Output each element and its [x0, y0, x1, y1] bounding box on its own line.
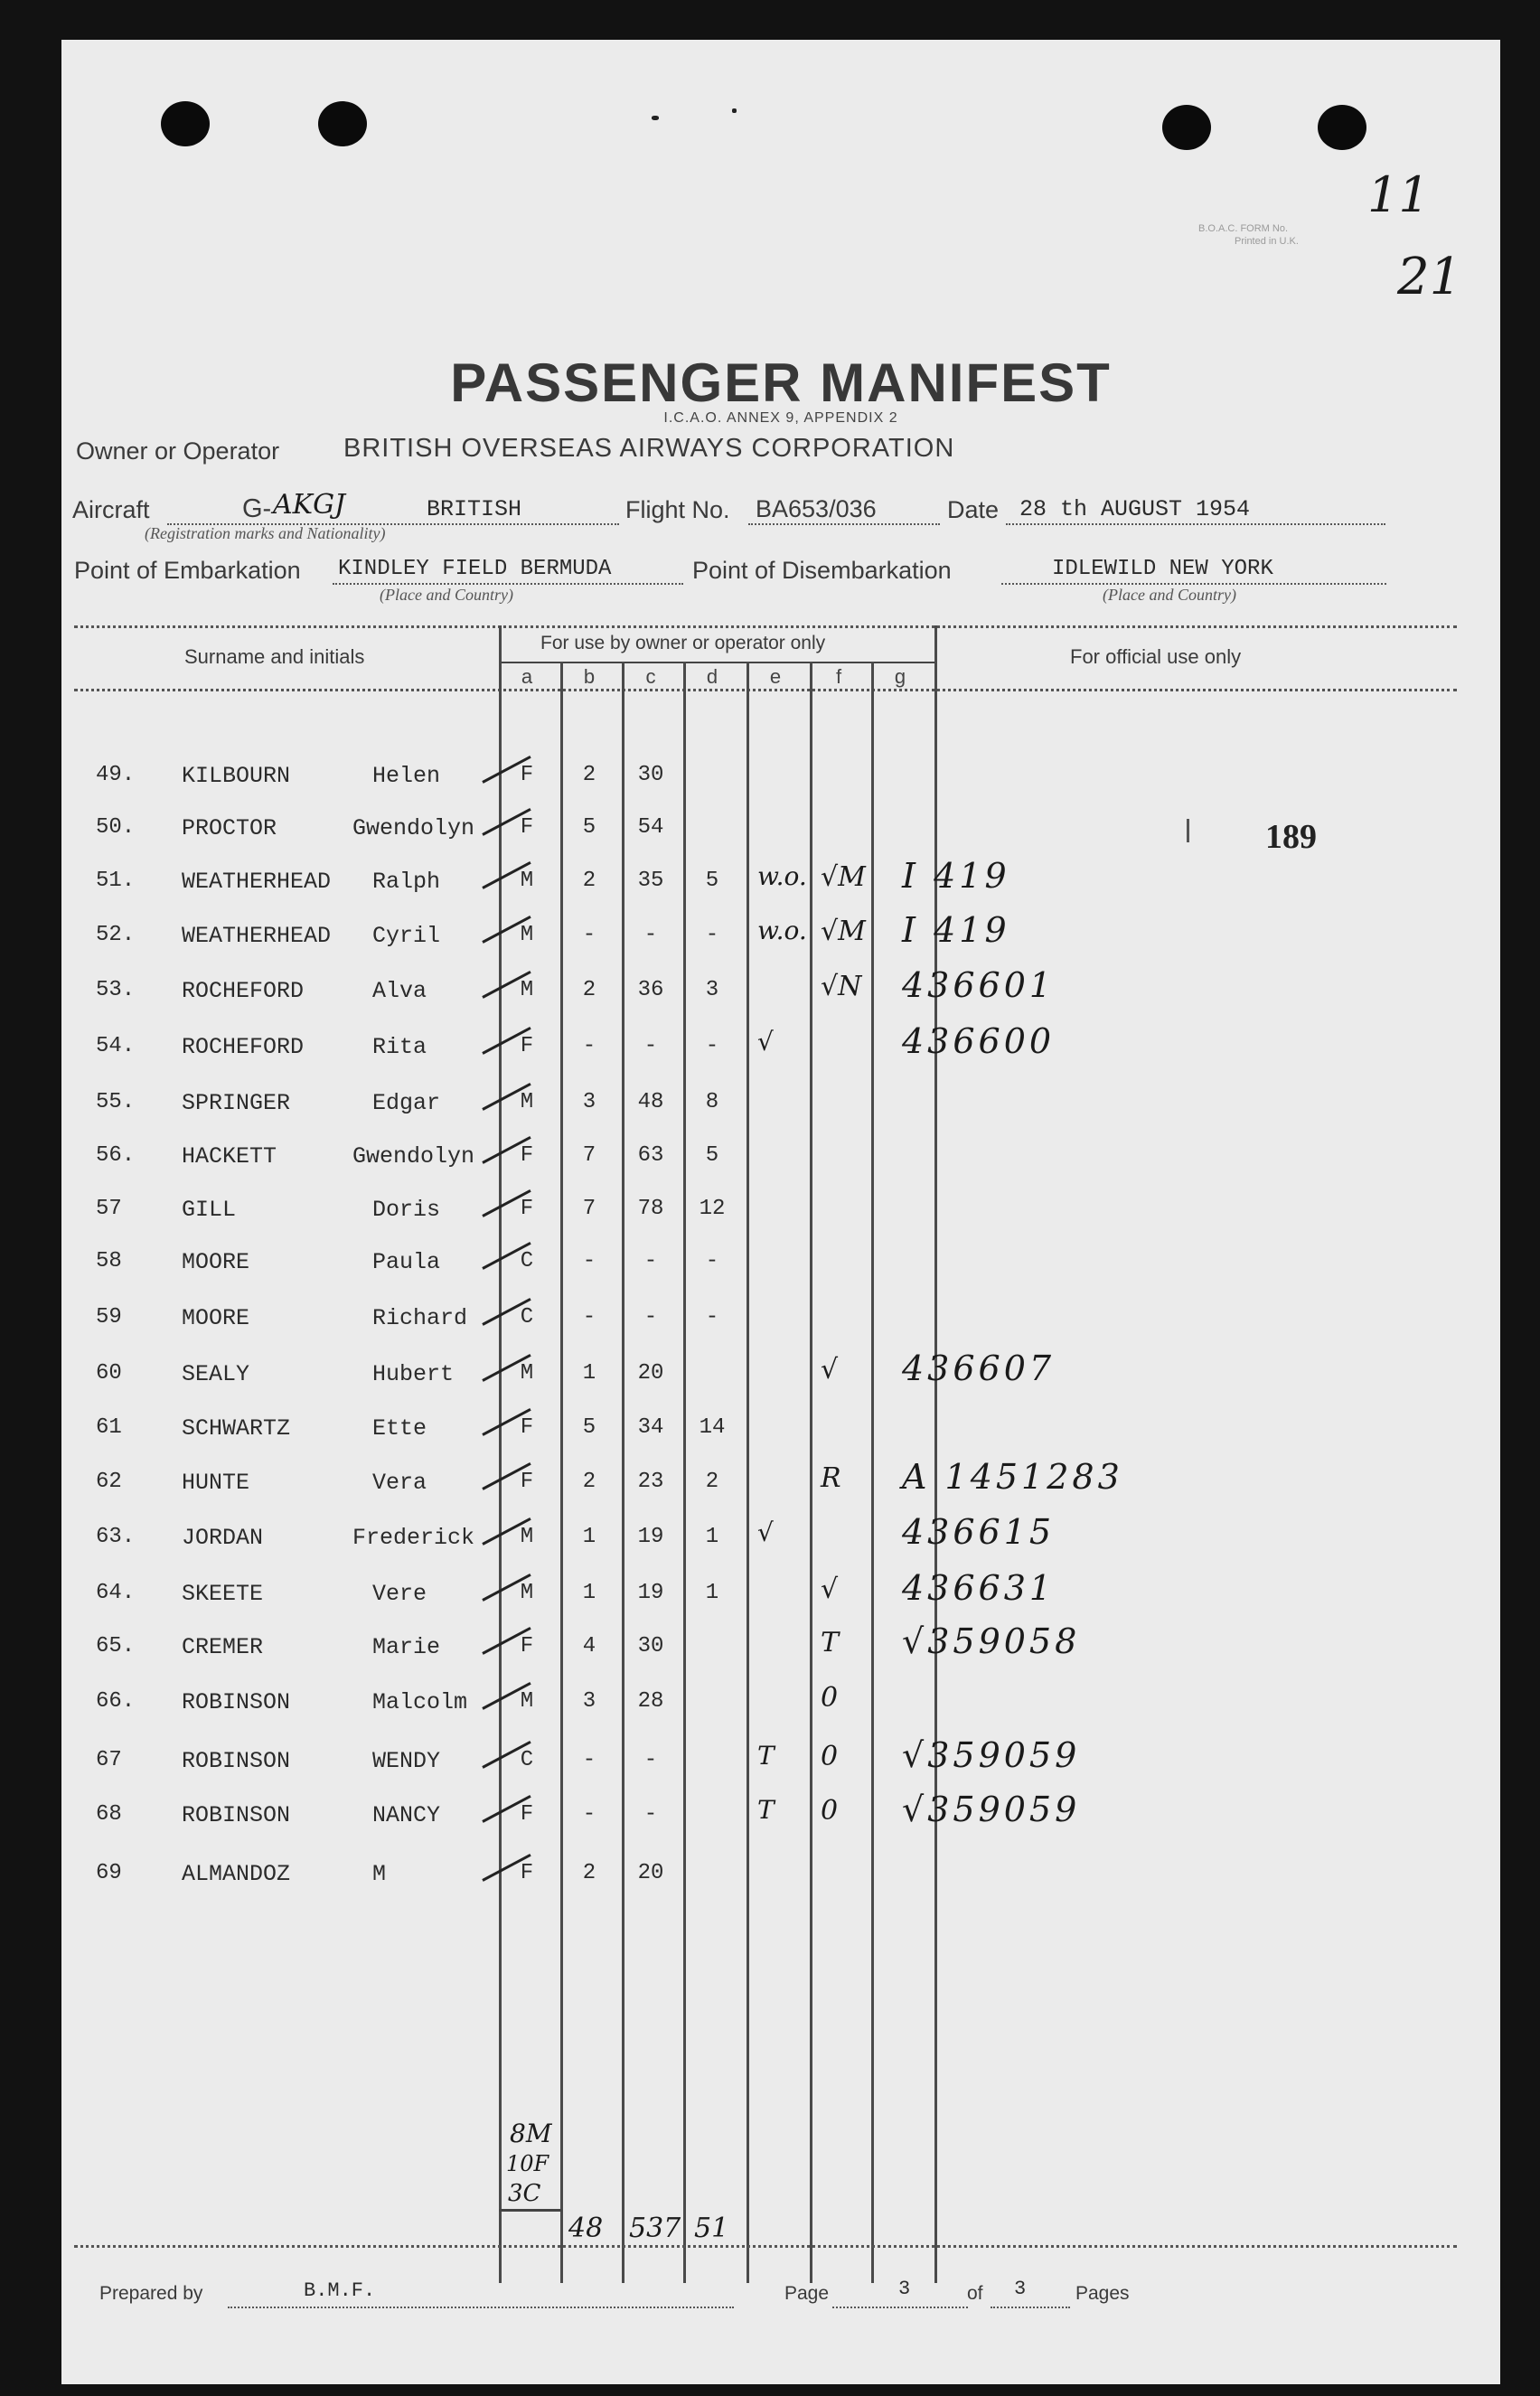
- handwritten-reference: I 419: [902, 910, 1010, 950]
- passenger-surname: SEALY: [182, 1361, 250, 1387]
- passenger-row: [61, 1735, 1500, 1784]
- aircraft-label: Aircraft: [72, 496, 150, 523]
- column-c-cell: -: [643, 1748, 658, 1772]
- column-a-cell: F: [520, 1143, 534, 1168]
- handwritten-reference: 436631: [902, 1568, 1056, 1608]
- column-f-mark: √N: [821, 971, 862, 1002]
- column-b-cell: -: [582, 923, 596, 947]
- column-b-cell: 2: [582, 978, 596, 1002]
- column-f-mark: √M: [821, 916, 866, 947]
- punch-hole: [1162, 105, 1211, 150]
- column-a-cell: M: [520, 923, 534, 947]
- official-tick-mark: [1187, 819, 1189, 842]
- column-a-cell: M: [520, 1090, 534, 1114]
- column-b-cell: -: [582, 1034, 596, 1058]
- punch-hole: [1318, 105, 1366, 150]
- passenger-surname: ALMANDOZ: [182, 1861, 291, 1887]
- passenger-first-name: Marie: [372, 1634, 441, 1660]
- embarkation-note: (Place and Country): [380, 586, 513, 604]
- row-number: 68: [96, 1802, 122, 1827]
- handwritten-reference: √359059: [902, 1790, 1081, 1829]
- passenger-first-name: Rita: [372, 1034, 427, 1060]
- column-d-cell: 8: [705, 1090, 719, 1114]
- manifest-page: [61, 40, 1500, 2384]
- form-stamp-line: Printed in U.K.: [1235, 236, 1299, 247]
- row-number: 60: [96, 1361, 122, 1386]
- column-a-cell: M: [520, 1361, 534, 1386]
- prepared-by-dotted-line: [228, 2307, 734, 2308]
- column-c-cell: -: [643, 1034, 658, 1058]
- column-b-cell: -: [582, 1748, 596, 1772]
- passenger-first-name: Vera: [372, 1470, 427, 1496]
- column-d-cell: 14: [699, 1415, 726, 1440]
- paper-speck: [732, 108, 737, 113]
- column-c-cell: 34: [637, 1415, 664, 1440]
- row-number: 57: [96, 1197, 122, 1221]
- column-a-cell: M: [520, 978, 534, 1002]
- row-number: 66.: [96, 1689, 136, 1714]
- column-a-cell: F: [520, 815, 534, 840]
- official-number: 189: [1265, 818, 1317, 856]
- prepared-by-label: Prepared by: [99, 2283, 203, 2304]
- passenger-row: [61, 1682, 1500, 1725]
- column-b-cell: 1: [582, 1525, 596, 1549]
- passenger-surname: SPRINGER: [182, 1090, 291, 1116]
- surname-header: Surname and initials: [184, 645, 365, 668]
- column-c-cell: 20: [637, 1861, 664, 1885]
- row-number: 63.: [96, 1525, 136, 1549]
- row-number: 65.: [96, 1634, 136, 1658]
- row-number: 67: [96, 1748, 122, 1772]
- passenger-surname: SCHWARTZ: [182, 1415, 291, 1442]
- disembarkation-value: IDLEWILD NEW YORK: [1052, 557, 1273, 581]
- column-b-cell: 5: [582, 1415, 596, 1440]
- passenger-row: [61, 1249, 1500, 1285]
- column-e-mark: T: [757, 1795, 775, 1825]
- column-header-d: d: [706, 665, 718, 688]
- column-c-cell: 54: [637, 815, 664, 840]
- column-b-cell: 3: [582, 1090, 596, 1114]
- column-b-cell: 7: [582, 1143, 596, 1168]
- column-f-mark: 0: [821, 1682, 839, 1714]
- aircraft-registration: AKGJ: [273, 489, 346, 521]
- passenger-first-name: NANCY: [372, 1802, 441, 1828]
- passenger-surname: WEATHERHEAD: [182, 923, 332, 949]
- column-a-cell: C: [520, 1249, 534, 1273]
- aircraft-note: (Registration marks and Nationality): [145, 524, 386, 542]
- passenger-first-name: Malcolm: [372, 1689, 468, 1715]
- page-subtitle: I.C.A.O. ANNEX 9, APPENDIX 2: [663, 410, 898, 426]
- passenger-first-name: Gwendolyn: [352, 1143, 475, 1170]
- column-header-f: f: [835, 665, 842, 688]
- embarkation-value: KINDLEY FIELD BERMUDA: [338, 557, 612, 581]
- column-e-mark: √: [757, 1517, 774, 1547]
- total-c: 537: [629, 2213, 681, 2244]
- embarkation-dotted-line: [333, 583, 683, 585]
- passenger-row: [61, 1790, 1500, 1838]
- passenger-row: [61, 965, 1500, 1014]
- passenger-first-name: Vere: [372, 1581, 427, 1607]
- total-d: 51: [694, 2213, 729, 2244]
- column-c-cell: -: [643, 1305, 658, 1330]
- column-c-cell: -: [643, 923, 658, 947]
- passenger-row: [61, 1090, 1500, 1126]
- column-b-cell: 3: [582, 1689, 596, 1714]
- column-a-cell: C: [520, 1305, 534, 1330]
- passenger-surname: PROCTOR: [182, 815, 277, 841]
- aircraft-prefix: G-: [242, 494, 272, 523]
- paper-speck: [652, 116, 659, 120]
- passenger-first-name: Frederick: [352, 1525, 475, 1551]
- passenger-row: [61, 763, 1500, 799]
- passenger-surname: ROBINSON: [182, 1748, 291, 1774]
- date-value: 28 th AUGUST 1954: [1019, 496, 1251, 522]
- column-a-cell: M: [520, 869, 534, 893]
- row-number: 61: [96, 1415, 122, 1440]
- passenger-surname: CREMER: [182, 1634, 264, 1660]
- passenger-surname: MOORE: [182, 1305, 250, 1331]
- owner-value: BRITISH OVERSEAS AIRWAYS CORPORATION: [343, 434, 955, 463]
- column-c-cell: 30: [637, 763, 664, 787]
- row-number: 49.: [96, 763, 136, 787]
- footer-rule: [74, 2245, 1457, 2248]
- of-dotted-line: [991, 2307, 1070, 2308]
- row-number: 54.: [96, 1034, 136, 1058]
- column-b-cell: 5: [582, 815, 596, 840]
- embarkation-label: Point of Embarkation: [74, 557, 301, 584]
- page-title: PASSENGER MANIFEST: [450, 352, 1112, 413]
- passenger-row: [61, 1457, 1500, 1506]
- flight-dotted-line: [748, 523, 940, 525]
- handwritten-reference: I 419: [902, 856, 1010, 896]
- column-f-mark: 0: [821, 1795, 839, 1827]
- column-c-cell: 63: [637, 1143, 664, 1168]
- column-a-cell: F: [520, 1470, 534, 1494]
- column-header-e: e: [769, 665, 782, 688]
- column-b-cell: 2: [582, 1470, 596, 1494]
- total-b: 48: [568, 2213, 604, 2244]
- tally-male: 8M: [510, 2119, 552, 2148]
- column-b-cell: 1: [582, 1361, 596, 1386]
- column-d-cell: 3: [705, 978, 719, 1002]
- column-d-cell: 12: [699, 1197, 726, 1221]
- subcolumn-rule: [499, 662, 934, 663]
- handwritten-reference: 436615: [902, 1512, 1056, 1552]
- column-f-mark: T: [821, 1627, 840, 1658]
- disembarkation-dotted-line: [1001, 583, 1386, 585]
- tally-female: 10F: [506, 2151, 549, 2176]
- passenger-row: [61, 1305, 1500, 1341]
- date-dotted-line: [1006, 523, 1385, 525]
- passenger-row: [61, 1568, 1500, 1617]
- passenger-row: [61, 1415, 1500, 1452]
- passenger-surname: MOORE: [182, 1249, 250, 1275]
- column-c-cell: -: [643, 1802, 658, 1827]
- row-number: 50.: [96, 815, 136, 840]
- column-e-mark: T: [757, 1741, 775, 1771]
- column-e-mark: w.o.: [757, 861, 807, 891]
- row-number: 64.: [96, 1581, 136, 1605]
- passenger-surname: WEATHERHEAD: [182, 869, 332, 895]
- passenger-row: [61, 1861, 1500, 1897]
- column-b-cell: 2: [582, 869, 596, 893]
- date-label: Date: [947, 496, 1000, 523]
- handwritten-reference: √359059: [902, 1735, 1081, 1775]
- column-header-c: c: [645, 665, 656, 688]
- passenger-surname: ROCHEFORD: [182, 978, 305, 1004]
- corner-number-top: 11: [1367, 166, 1430, 223]
- column-d-cell: 5: [705, 869, 719, 893]
- column-b-cell: 2: [582, 763, 596, 787]
- row-number: 55.: [96, 1090, 136, 1114]
- column-e-mark: √: [757, 1027, 774, 1057]
- column-c-cell: -: [643, 1249, 658, 1273]
- passenger-row: [61, 1512, 1500, 1561]
- passenger-row: [61, 1197, 1500, 1233]
- column-c-cell: 20: [637, 1361, 664, 1386]
- passenger-surname: ROCHEFORD: [182, 1034, 305, 1060]
- owner-label: Owner or Operator: [76, 437, 280, 465]
- passenger-surname: KILBOURN: [182, 763, 291, 789]
- page-dotted-line: [832, 2307, 968, 2308]
- column-b-cell: 1: [582, 1581, 596, 1605]
- column-f-mark: 0: [821, 1741, 839, 1772]
- column-a-cell: F: [520, 1861, 534, 1885]
- passenger-first-name: Gwendolyn: [352, 815, 475, 841]
- passenger-row: [61, 1348, 1500, 1397]
- column-header-a: a: [521, 665, 533, 688]
- passenger-first-name: M: [372, 1861, 387, 1887]
- row-number: 52.: [96, 923, 136, 947]
- passenger-row: [61, 1021, 1500, 1070]
- column-d-cell: 1: [705, 1525, 719, 1549]
- column-a-cell: F: [520, 1034, 534, 1058]
- column-e-mark: w.o.: [757, 916, 807, 945]
- column-c-cell: 35: [637, 869, 664, 893]
- table-top-rule: [74, 625, 1457, 628]
- passenger-surname: GILL: [182, 1197, 237, 1223]
- passenger-first-name: Hubert: [372, 1361, 455, 1387]
- row-number: 56.: [96, 1143, 136, 1168]
- handwritten-reference: √359058: [902, 1621, 1081, 1661]
- column-b-cell: 2: [582, 1861, 596, 1885]
- column-d-cell: -: [705, 1249, 719, 1273]
- column-d-cell: -: [705, 923, 719, 947]
- passenger-row: [61, 910, 1500, 959]
- table-header-rule: [74, 689, 1457, 691]
- column-d-cell: 1: [705, 1581, 719, 1605]
- passenger-first-name: Cyril: [372, 923, 441, 949]
- handwritten-reference: 436600: [902, 1021, 1056, 1061]
- passenger-first-name: Ette: [372, 1415, 427, 1442]
- column-a-cell: M: [520, 1525, 534, 1549]
- form-stamp: [1198, 222, 1299, 248]
- column-a-cell: F: [520, 1197, 534, 1221]
- passenger-first-name: Helen: [372, 763, 441, 789]
- passenger-surname: HACKETT: [182, 1143, 277, 1170]
- totals-rule: [499, 2209, 562, 2212]
- passenger-surname: ROBINSON: [182, 1802, 291, 1828]
- row-number: 58: [96, 1249, 122, 1273]
- column-a-cell: F: [520, 1634, 534, 1658]
- column-f-mark: √M: [821, 861, 866, 893]
- column-b-cell: -: [582, 1305, 596, 1330]
- column-a-cell: F: [520, 763, 534, 787]
- column-d-cell: -: [705, 1034, 719, 1058]
- column-f-mark: √: [821, 1574, 839, 1605]
- passenger-first-name: Paula: [372, 1249, 441, 1275]
- column-f-mark: √: [821, 1354, 839, 1386]
- official-use-header: For official use only: [1070, 645, 1242, 668]
- owner-use-header: For use by owner or operator only: [540, 633, 826, 653]
- prepared-by-value: B.M.F.: [304, 2279, 376, 2302]
- column-c-cell: 19: [637, 1525, 664, 1549]
- handwritten-reference: A 1451283: [902, 1457, 1123, 1497]
- passenger-first-name: WENDY: [372, 1748, 441, 1774]
- column-header-g: g: [894, 665, 906, 688]
- row-number: 69: [96, 1861, 122, 1885]
- column-d-cell: -: [705, 1305, 719, 1330]
- tally-children: 3C: [508, 2180, 541, 2207]
- passenger-first-name: Doris: [372, 1197, 441, 1223]
- column-a-cell: F: [520, 1415, 534, 1440]
- handwritten-reference: 436607: [902, 1348, 1056, 1388]
- passenger-surname: JORDAN: [182, 1525, 264, 1551]
- passenger-row: [61, 1621, 1500, 1670]
- column-c-cell: 28: [637, 1689, 664, 1714]
- row-number: 59: [96, 1305, 122, 1330]
- row-number: 53.: [96, 978, 136, 1002]
- column-c-cell: 23: [637, 1470, 664, 1494]
- column-d-cell: 2: [705, 1470, 719, 1494]
- passenger-surname: ROBINSON: [182, 1689, 291, 1715]
- passenger-first-name: Ralph: [372, 869, 441, 895]
- flight-label: Flight No.: [625, 496, 730, 523]
- row-number: 51.: [96, 869, 136, 893]
- of-value: 3: [1014, 2278, 1027, 2300]
- passenger-row: [61, 1143, 1500, 1179]
- handwritten-reference: 436601: [902, 965, 1056, 1005]
- passenger-first-name: Richard: [372, 1305, 468, 1331]
- pages-label: Pages: [1075, 2283, 1130, 2304]
- column-f-mark: R: [821, 1462, 841, 1494]
- row-number: 62: [96, 1470, 122, 1494]
- column-header-b: b: [583, 665, 596, 688]
- disembarkation-note: (Place and Country): [1103, 586, 1236, 604]
- column-a-cell: C: [520, 1748, 534, 1772]
- passenger-first-name: Edgar: [372, 1090, 441, 1116]
- column-d-cell: 5: [705, 1143, 719, 1168]
- form-stamp-line: B.O.A.C. FORM No.: [1198, 223, 1289, 234]
- passenger-surname: HUNTE: [182, 1470, 250, 1496]
- column-c-cell: 30: [637, 1634, 664, 1658]
- column-c-cell: 48: [637, 1090, 664, 1114]
- page-label: Page: [784, 2283, 830, 2304]
- of-label: of: [967, 2283, 983, 2304]
- page-value: 3: [898, 2278, 911, 2300]
- column-b-cell: -: [582, 1802, 596, 1827]
- disembarkation-label: Point of Disembarkation: [692, 557, 952, 584]
- column-c-cell: 78: [637, 1197, 664, 1221]
- passenger-row: [61, 856, 1500, 905]
- passenger-first-name: Alva: [372, 978, 427, 1004]
- column-c-cell: 19: [637, 1581, 664, 1605]
- column-b-cell: -: [582, 1249, 596, 1273]
- column-c-cell: 36: [637, 978, 664, 1002]
- corner-number-bottom: 21: [1397, 248, 1462, 306]
- column-a-cell: M: [520, 1581, 534, 1605]
- aircraft-nationality: BRITISH: [427, 496, 522, 522]
- column-a-cell: M: [520, 1689, 534, 1714]
- column-a-cell: F: [520, 1802, 534, 1827]
- passenger-surname: SKEETE: [182, 1581, 264, 1607]
- punch-hole: [161, 101, 210, 146]
- punch-hole: [318, 101, 367, 146]
- column-b-cell: 4: [582, 1634, 596, 1658]
- column-b-cell: 7: [582, 1197, 596, 1221]
- flight-value: BA653/036: [756, 495, 877, 522]
